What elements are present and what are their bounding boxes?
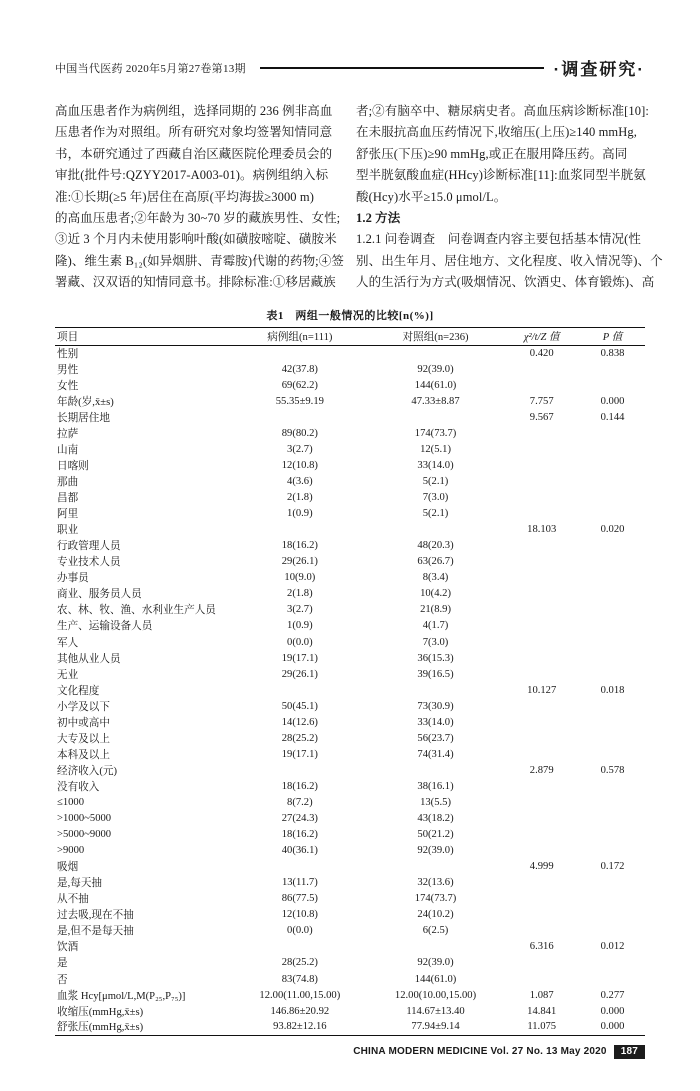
table-row: [55, 634, 645, 650]
table-cell: [503, 891, 580, 907]
table-cell: 1(0.9): [287, 508, 313, 520]
column-header-p-value: P 值: [580, 327, 645, 345]
table-cell: 10.127: [527, 684, 557, 696]
table-cell: [580, 361, 645, 377]
table-cell: 12(5.1): [420, 443, 451, 455]
section-heading: 1.2 方法: [356, 211, 401, 226]
table-cell: 8(7.2): [287, 796, 313, 808]
table-row: [55, 891, 645, 907]
table-cell: 0.420: [529, 347, 554, 359]
table-cell: 0.012: [600, 941, 625, 953]
table-cell: [503, 506, 580, 522]
table-body: [55, 345, 645, 1035]
table-row: [55, 698, 645, 714]
table-cell: 14(12.6): [281, 716, 318, 728]
table-row: [55, 907, 645, 923]
text-line: 型半胱氨酸血症(HHcy)诊断标准[11]:血浆同型半胱氨: [356, 168, 646, 183]
table-cell: 55.35±9.19: [275, 395, 324, 407]
table-cell: [580, 441, 645, 457]
table-cell: 5(2.1): [422, 476, 449, 488]
row-label: 军人: [57, 637, 79, 649]
table-cell: 2.879: [529, 764, 554, 776]
table-row: [55, 522, 645, 538]
table-cell: [503, 618, 580, 634]
table-cell: 32(13.6): [417, 877, 454, 889]
table-cell: 144(61.0): [414, 973, 457, 985]
table-cell: 47.33±8.87: [411, 395, 460, 407]
table-row: [55, 361, 645, 377]
table-row: [55, 490, 645, 506]
table-cell: 86(77.5): [281, 893, 318, 905]
row-label: 吸烟: [57, 862, 79, 874]
text-line: 压患者作为对照组。所有研究对象均签署知情同意: [55, 125, 333, 140]
table-cell: [580, 827, 645, 843]
table-row: [55, 811, 645, 827]
table-row: [55, 778, 645, 794]
table-cell: 2(1.8): [287, 588, 313, 600]
row-label: 专业技术人员: [57, 557, 121, 569]
row-label: 无业: [57, 669, 79, 681]
table-row: [55, 859, 645, 875]
text-line: 酸(Hcy)水平≥15.0 μmol/L。: [356, 189, 507, 204]
table-cell: 28(25.2): [281, 732, 318, 744]
table-row: [55, 650, 645, 666]
table-cell: [580, 843, 645, 859]
table-row: [55, 1003, 645, 1019]
row-label: 商业、服务员人员: [57, 589, 142, 601]
table-cell: 10(4.2): [420, 588, 451, 600]
table-row: [55, 538, 645, 554]
table-cell: 29(26.1): [281, 556, 318, 568]
table-cell: [580, 634, 645, 650]
table-row: [55, 955, 645, 971]
row-label: 初中或高中: [57, 717, 110, 729]
table-row: [55, 714, 645, 730]
table-cell: [580, 618, 645, 634]
row-label: 山南: [57, 444, 79, 456]
table-cell: 89(80.2): [281, 427, 318, 439]
table-cell: 28(25.2): [281, 957, 318, 969]
table-row: [55, 666, 645, 682]
body-text: [55, 101, 663, 294]
row-label: 职业: [57, 525, 79, 537]
table-cell: 10(9.0): [284, 572, 316, 584]
table-cell: [580, 778, 645, 794]
table-cell: 24(10.2): [417, 909, 454, 921]
row-label: 那曲: [57, 477, 79, 489]
table-cell: 74(31.4): [417, 748, 454, 760]
table-cell: [503, 634, 580, 650]
table-cell: [503, 714, 580, 730]
table-cell: 4(3.6): [287, 476, 313, 488]
table-cell: 0.838: [600, 347, 625, 359]
table-cell: 11.075: [527, 1021, 557, 1033]
table-cell: [580, 554, 645, 570]
table-cell: [580, 907, 645, 923]
table-cell: [580, 602, 645, 618]
row-label: 农、林、牧、渔、水利业生产人员: [57, 605, 216, 617]
table-cell: [368, 859, 504, 875]
comparison-table: [55, 327, 645, 1036]
table-cell: 7(3.0): [422, 636, 449, 648]
table-cell: 0.578: [600, 764, 625, 776]
table-cell: [580, 875, 645, 891]
table-cell: [580, 955, 645, 971]
table-cell: 92(39.0): [417, 363, 454, 375]
table-cell: [503, 971, 580, 987]
text-line: 在未服抗高血压药情况下,收缩压(上压)≥140 mmHg,: [356, 125, 637, 140]
table-cell: [503, 361, 580, 377]
row-label: 日喀则: [57, 461, 89, 472]
table-cell: [503, 794, 580, 810]
table-cell: [368, 522, 504, 538]
table-cell: [368, 762, 504, 778]
section-label: ·调查研究·: [553, 60, 645, 79]
table-row: [55, 843, 645, 859]
table-cell: 14.841: [527, 1005, 557, 1017]
table-cell: 18.103: [527, 524, 557, 536]
table-cell: [503, 827, 580, 843]
table-cell: 0.000: [600, 395, 625, 407]
table-cell: [580, 714, 645, 730]
table-row: [55, 939, 645, 955]
table-cell: [580, 650, 645, 666]
text-line: 者;②有脑卒中、糖尿病史者。高血压病诊断标准[10]:: [356, 104, 649, 118]
table-cell: 50(21.2): [417, 829, 454, 841]
table-cell: 4(1.7): [422, 620, 449, 632]
table-cell: 12.00(11.00,15.00): [259, 989, 341, 1001]
table-cell: 0.000: [600, 1005, 625, 1017]
table-cell: 69(62.2): [281, 379, 318, 391]
row-label: 小学及以下: [57, 701, 110, 713]
row-label: 女性: [57, 380, 79, 392]
table-row: [55, 570, 645, 586]
table-row: [55, 794, 645, 810]
table-cell: 77.94±9.14: [411, 1021, 460, 1033]
table-cell: [580, 425, 645, 441]
table-cell: [580, 698, 645, 714]
table-row: [55, 409, 645, 425]
table-row: [55, 1019, 645, 1035]
table-cell: [580, 971, 645, 987]
table-cell: 0.020: [600, 524, 625, 536]
row-label: 经济收入(元): [57, 765, 118, 777]
table-cell: 12(10.8): [281, 460, 318, 471]
text-line: 准:①长期(≥5 年)居住在高原(平均海拔≥3000 m): [55, 189, 314, 204]
row-label: 长期居住地: [57, 412, 110, 424]
table-cell: [368, 345, 504, 361]
table-cell: 3(2.7): [287, 604, 313, 616]
table-cell: 174(73.7): [414, 427, 457, 439]
table-cell: [232, 762, 368, 778]
table-cell: 0.000: [600, 1021, 625, 1033]
table-cell: [503, 538, 580, 554]
table-cell: 92(39.0): [417, 845, 454, 857]
table-row: [55, 746, 645, 762]
table-cell: [580, 586, 645, 602]
table-row: [55, 457, 645, 473]
table-cell: 3(2.7): [287, 443, 313, 455]
table-cell: 19(17.1): [281, 748, 318, 760]
table-cell: 43(18.2): [417, 813, 454, 825]
table-row: [55, 987, 645, 1003]
row-label: 是,但不是每天抽: [57, 926, 134, 938]
table-cell: [503, 746, 580, 762]
table-cell: [503, 730, 580, 746]
text-line: ③近 3 个月内未使用影响叶酸(如磺胺嘧啶、磺胺米: [55, 232, 337, 247]
table-cell: [232, 682, 368, 698]
table-cell: [503, 425, 580, 441]
table-cell: 0(0.0): [287, 636, 313, 648]
table-cell: 114.67±13.40: [406, 1005, 465, 1017]
row-label: 男性: [57, 364, 79, 376]
table-cell: 40(36.1): [281, 845, 318, 857]
row-label: 行政管理人员: [57, 541, 121, 553]
table-cell: 48(20.3): [417, 540, 454, 552]
table-cell: 146.86±20.92: [270, 1005, 330, 1017]
table-cell: 5(2.1): [422, 508, 449, 520]
table-row: [55, 425, 645, 441]
row-label: 年龄(岁,x̄±s): [57, 396, 114, 408]
table-cell: [580, 746, 645, 762]
table-cell: [503, 778, 580, 794]
table-row: [55, 441, 645, 457]
table-cell: [503, 875, 580, 891]
table-cell: 29(26.1): [281, 668, 318, 680]
table-cell: 18(16.2): [281, 540, 318, 552]
table-row: [55, 554, 645, 570]
table-cell: [503, 666, 580, 682]
table-row: [55, 506, 645, 522]
table-cell: [580, 923, 645, 939]
row-label: 过去吸,现在不抽: [57, 910, 134, 922]
row-label: 血浆 Hcy[μmol/L,M(P₂₅,P₇₅)]: [57, 990, 186, 1002]
page-number-badge: 187: [614, 1045, 645, 1059]
table-row: [55, 345, 645, 361]
column-header-item: 项目: [55, 327, 232, 345]
text-line: 书，本研究通过了西藏自治区藏医院伦理委员会的: [55, 146, 333, 161]
table-cell: 8(3.4): [422, 572, 449, 584]
table-cell: [503, 490, 580, 506]
table-cell: 12(10.8): [281, 909, 318, 921]
row-label: >5000~9000: [57, 829, 112, 841]
table-cell: [503, 570, 580, 586]
table-cell: [503, 650, 580, 666]
table-row: [55, 971, 645, 987]
table-cell: 93.82±12.16: [273, 1021, 327, 1033]
text-line: 审批(批件号:QZYY2017-A003-01)。病例组纳入标: [55, 168, 329, 183]
table-cell: [580, 730, 645, 746]
text-line: 人的生活行为方式(吸烟情况、饮酒史、体育锻炼)、高: [356, 275, 655, 290]
table-cell: [368, 682, 504, 698]
table-cell: 0.277: [600, 989, 625, 1001]
table-cell: 0.172: [600, 861, 625, 873]
table-cell: 6(2.5): [422, 925, 449, 937]
row-label: 办事员: [57, 573, 89, 585]
table-cell: [503, 811, 580, 827]
table-cell: 21(8.9): [420, 604, 451, 616]
table-cell: [503, 602, 580, 618]
page-header: [55, 0, 645, 80]
table-cell: 9.567: [529, 411, 554, 423]
table-cell: 7.757: [529, 395, 554, 407]
text-line: 高血压患者作为病例组，选择同期的 236 例非高血: [55, 104, 333, 118]
table-cell: 33(14.0): [417, 716, 454, 728]
table-cell: 13(5.5): [420, 796, 451, 808]
table-cell: 6.316: [529, 941, 554, 953]
table-cell: [503, 923, 580, 939]
table-cell: [580, 490, 645, 506]
table-cell: 18(16.2): [281, 780, 318, 792]
table-cell: 4.999: [529, 861, 554, 873]
table-cell: [368, 409, 504, 425]
row-label: 文化程度: [57, 685, 100, 697]
table-cell: [232, 409, 368, 425]
table-row: [55, 602, 645, 618]
table-row: [55, 762, 645, 778]
table-cell: 7(3.0): [422, 492, 449, 504]
table-cell: [232, 522, 368, 538]
table-cell: [503, 474, 580, 490]
table-cell: [232, 345, 368, 361]
table-cell: 33(14.0): [417, 460, 454, 471]
table-cell: [580, 474, 645, 490]
text-line: 隆)、维生素 B₁₂(如异烟肼、青霉胺)代谢的药物;④签: [55, 253, 344, 268]
table-cell: 38(16.1): [417, 780, 454, 792]
row-label: >1000~5000: [57, 813, 112, 825]
table-cell: 2(1.8): [287, 492, 313, 504]
table-cell: 0(0.0): [287, 925, 313, 937]
table-cell: 27(24.3): [281, 813, 318, 825]
table-cell: [580, 666, 645, 682]
table-row: [55, 393, 645, 409]
table-cell: [503, 907, 580, 923]
table-row: [55, 875, 645, 891]
table-cell: [503, 698, 580, 714]
text-line: 1.2.1 问卷调查 问卷调查内容主要包括基本情况(性: [356, 232, 641, 247]
table-cell: [232, 859, 368, 875]
table-row: [55, 586, 645, 602]
table-cell: 92(39.0): [417, 957, 454, 969]
page-footer: [55, 1045, 645, 1059]
table-row: [55, 682, 645, 698]
table-cell: [580, 811, 645, 827]
table-cell: 144(61.0): [414, 379, 457, 391]
table-header: [55, 327, 645, 345]
table-row: [55, 618, 645, 634]
table-cell: 174(73.7): [414, 893, 457, 905]
table-cell: [503, 554, 580, 570]
row-label: 舒张压(mmHg,x̄±s): [57, 1022, 144, 1034]
table-section: [55, 307, 645, 1036]
column-header-control-group: 对照组(n=236): [368, 327, 504, 345]
table-cell: 1.087: [529, 989, 554, 1001]
table-cell: [503, 843, 580, 859]
table-cell: [503, 586, 580, 602]
table-title: 表1 两组一般情况的比较[n(%)]: [266, 309, 434, 322]
row-label: 昌都: [57, 493, 79, 505]
table-cell: 42(37.8): [281, 363, 318, 375]
column-header-statistic: χ²/t/Z 值: [503, 327, 580, 345]
journal-info: 中国当代医药 2020年5月第27卷第13期: [55, 62, 246, 75]
table-cell: 39(16.5): [417, 668, 454, 680]
row-label: 阿里: [57, 509, 79, 521]
row-label: 生产、运输设备人员: [57, 621, 153, 633]
row-label: 没有收入: [57, 781, 100, 793]
table-cell: 12.00(10.00,15.00): [394, 989, 477, 1001]
table-row: [55, 474, 645, 490]
table-cell: [580, 570, 645, 586]
table-cell: 0.144: [600, 411, 625, 423]
table-cell: 83(74.8): [281, 973, 318, 985]
table-cell: [232, 939, 368, 955]
table-cell: [580, 794, 645, 810]
text-line: 的高血压患者;②年龄为 30~70 岁的藏族男性、女性;: [55, 211, 341, 226]
column-header-case-group: 病例组(n=111): [232, 327, 368, 345]
text-line: 署藏、汉双语的知情同意书。排除标准:①移居藏族: [55, 275, 336, 290]
row-label: 饮酒: [57, 942, 79, 954]
table-cell: [580, 457, 645, 473]
table-cell: 1(0.9): [287, 620, 313, 632]
row-label: 拉萨: [57, 428, 79, 440]
row-label: 大专及以上: [57, 733, 110, 745]
table-cell: 13(11.7): [281, 877, 318, 889]
table-cell: [368, 939, 504, 955]
table-cell: [580, 506, 645, 522]
table-row: [55, 730, 645, 746]
table-cell: 19(17.1): [281, 652, 318, 664]
row-label: >9000: [57, 845, 85, 857]
table-cell: 50(45.1): [281, 700, 318, 712]
table-cell: 73(30.9): [417, 700, 454, 712]
table-cell: 36(15.3): [417, 652, 454, 664]
table-row: [55, 377, 645, 393]
header-rule: [260, 67, 544, 69]
row-label: ≤1000: [57, 796, 85, 808]
row-label: 从不抽: [57, 894, 89, 906]
text-line: 别、出生年月、居住地方、文化程度、收入情况等)、个: [356, 253, 663, 268]
table-cell: 0.018: [600, 684, 625, 696]
row-label: 性别: [57, 348, 79, 360]
table-cell: [580, 891, 645, 907]
table-cell: 18(16.2): [281, 829, 318, 841]
text-line: 舒张压(下压)≥90 mmHg,或正在服用降压药。高同: [356, 146, 628, 161]
table-cell: 63(26.7): [417, 556, 454, 568]
left-column: [55, 101, 344, 294]
table-cell: 56(23.7): [417, 732, 454, 744]
table-cell: [503, 377, 580, 393]
table-cell: [503, 441, 580, 457]
table-cell: [580, 538, 645, 554]
table-cell: [580, 377, 645, 393]
table-row: [55, 827, 645, 843]
row-label: 其他从业人员: [57, 653, 121, 665]
row-label: 是: [57, 958, 68, 970]
table-cell: [503, 955, 580, 971]
row-label: 收缩压(mmHg,x̄±s): [57, 1006, 144, 1018]
table-row: [55, 923, 645, 939]
row-label: 是,每天抽: [57, 878, 103, 890]
journal-name-english: CHINA MODERN MEDICINE Vol. 27 No. 13 May 2020: [353, 1046, 607, 1058]
right-column: [356, 101, 663, 294]
row-label: 本科及以上: [57, 749, 110, 761]
row-label: 否: [57, 974, 68, 986]
table-cell: [503, 457, 580, 473]
